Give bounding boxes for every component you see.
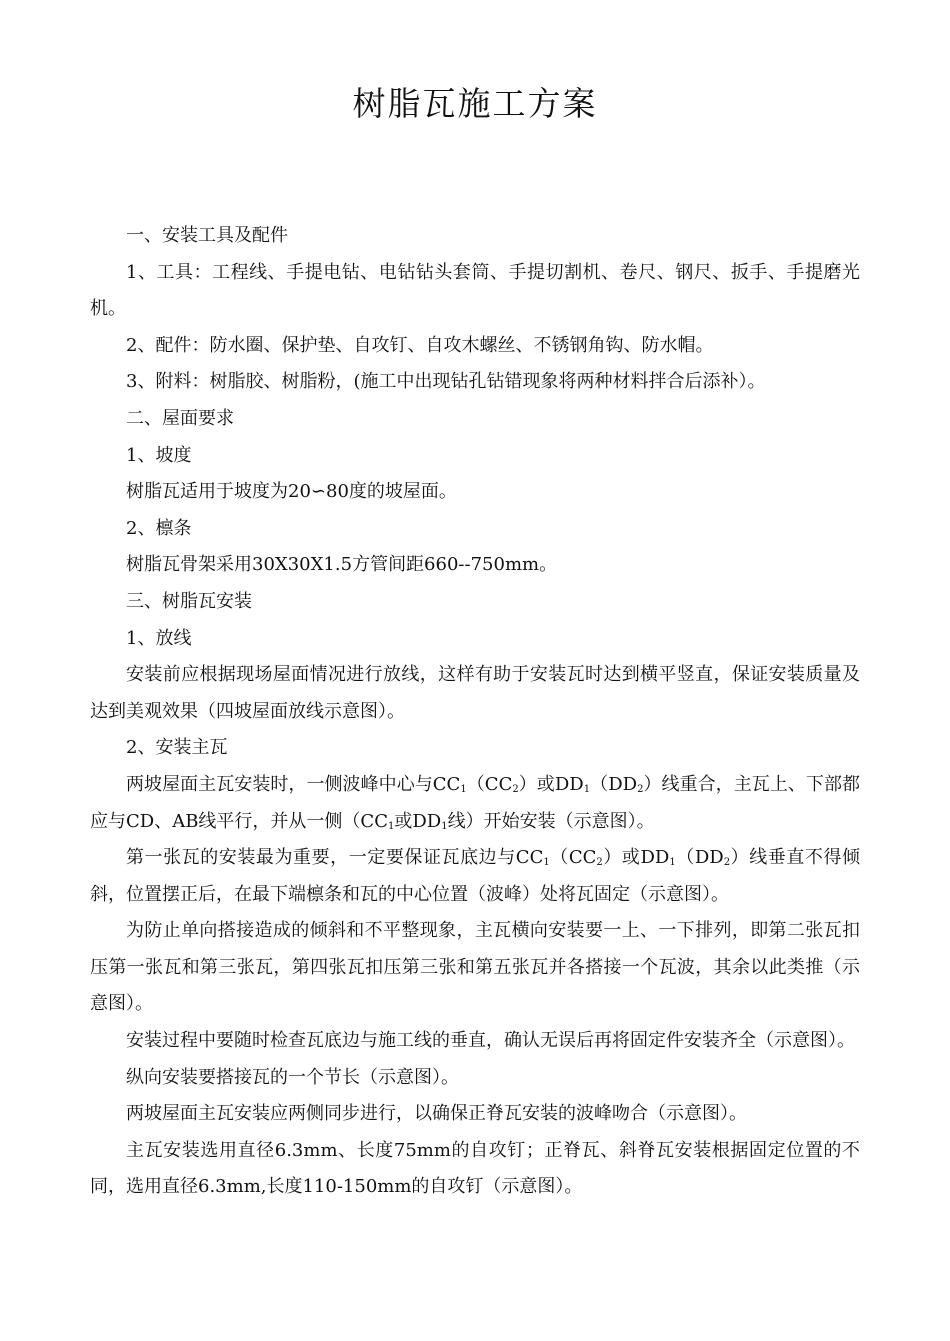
subscript: 2 [723,857,731,869]
text-run: 3、附料：树脂胶、树脂粉，(施工中出现钻孔钻错现象将两种材料拌合后添补）。 [126,371,766,393]
text-run: 两坡屋面主瓦安装应两侧同步进行，以确保正脊瓦安装的波峰吻合（示意图）。 [126,1103,747,1125]
subscript: 1 [387,820,395,832]
subscript: 1 [441,820,448,832]
text-run: 主瓦安装选用直径6.3mm、长度75mm的自攻钉；正脊瓦、斜脊瓦安装根据固定位置的不同，选用直径6.3mm,长度110-150mm的自攻钉（示意图）。 [90,1139,860,1198]
text-run: ）线重合，主瓦上、下部都应与CD、AB线平行，并从一侧（CC [90,773,861,832]
paragraph [90,1060,860,1097]
text-run: 或DD [394,810,442,832]
text-run: 1、放线 [126,627,192,649]
paragraph [90,328,860,365]
text-run: 安装过程中要随时检查瓦底边与施工线的垂直，确认无误后再将固定件安装齐全（示意图）。 [126,1030,855,1052]
text-run: 安装前应根据现场屋面情况进行放线，这样有助于安装瓦时达到横平竖直，保证安装质量及达到美观效果（四坡屋面放线示意图）。 [90,664,860,722]
subscript: 1 [669,857,676,869]
text-run: （CC [466,773,513,795]
paragraph [90,767,860,840]
paragraph [90,401,860,438]
text-run: 2、安装主瓦 [126,737,228,759]
paragraph [90,438,860,475]
text-run: ）或DD [518,773,584,795]
paragraph [90,1096,860,1133]
paragraph [90,1133,860,1206]
text-run: ）线垂直不得倾斜，位置摆正后，在最下端檩条和瓦的中心位置（波峰）处将瓦固定（示意图）。 [90,847,861,905]
document-title: 树脂瓦施工方案 [352,84,598,123]
text-run: （CC [549,847,597,869]
text-run: 三、树脂瓦安装 [126,590,252,612]
text-run: （DD [675,847,724,869]
paragraph [90,913,860,1023]
text-run: 两坡屋面主瓦安装时，一侧波峰中心与CC [126,773,461,795]
paragraph [90,621,860,658]
document-body [90,218,860,1206]
text-run: 树脂瓦骨架采用30X30X1.5方管间距660--750mm。 [126,554,558,576]
subscript: 1 [583,783,591,795]
text-run: 线）开始安装（示意图）。 [447,810,655,832]
paragraph [90,547,860,584]
paragraph [90,511,860,548]
paragraph [90,218,860,255]
paragraph [90,840,860,913]
subscript: 2 [512,783,519,795]
text-run: 一、安装工具及配件 [126,225,288,246]
text-run: 纵向安装要搭接瓦的一个节长（示意图）。 [126,1066,459,1088]
paragraph [90,1023,860,1060]
text-run: 1、工具：工程线、手提电钻、电钻钻头套筒、手提切割机、卷尺、钢尺、扳手、手提磨光机。 [90,261,860,320]
paragraph [90,364,860,401]
text-run: 1、坡度 [126,444,192,466]
text-run: ）或DD [602,847,670,869]
text-run: 二、屋面要求 [126,407,234,429]
paragraph [90,657,860,730]
subscript: 1 [460,783,467,795]
subscript: 1 [543,857,550,869]
text-run: 2、檩条 [126,517,192,539]
subscript: 2 [596,857,603,869]
subscript: 2 [637,783,644,795]
paragraph [90,730,860,767]
text-run: 树脂瓦适用于坡度为20∽80度的坡屋面。 [126,481,457,503]
paragraph [90,255,860,328]
paragraph [90,584,860,621]
paragraph [90,474,860,511]
text-run: 第一张瓦的安装最为重要，一定要保证瓦底边与CC [126,847,544,869]
text-run: 2、配件：防水圈、保护垫、自攻钉、自攻木螺丝、不锈钢角钩、防水帽。 [126,334,714,356]
text-run: 为防止单向搭接造成的倾斜和不平整现象，主瓦横向安装要一上、一下排列，即第二张瓦扣压第一张瓦和第三张瓦，第四张瓦扣压第三张和第五张瓦并各搭接一个瓦波，其余以此类推（示意图）。 [90,920,860,1015]
text-run: （DD [590,773,638,795]
